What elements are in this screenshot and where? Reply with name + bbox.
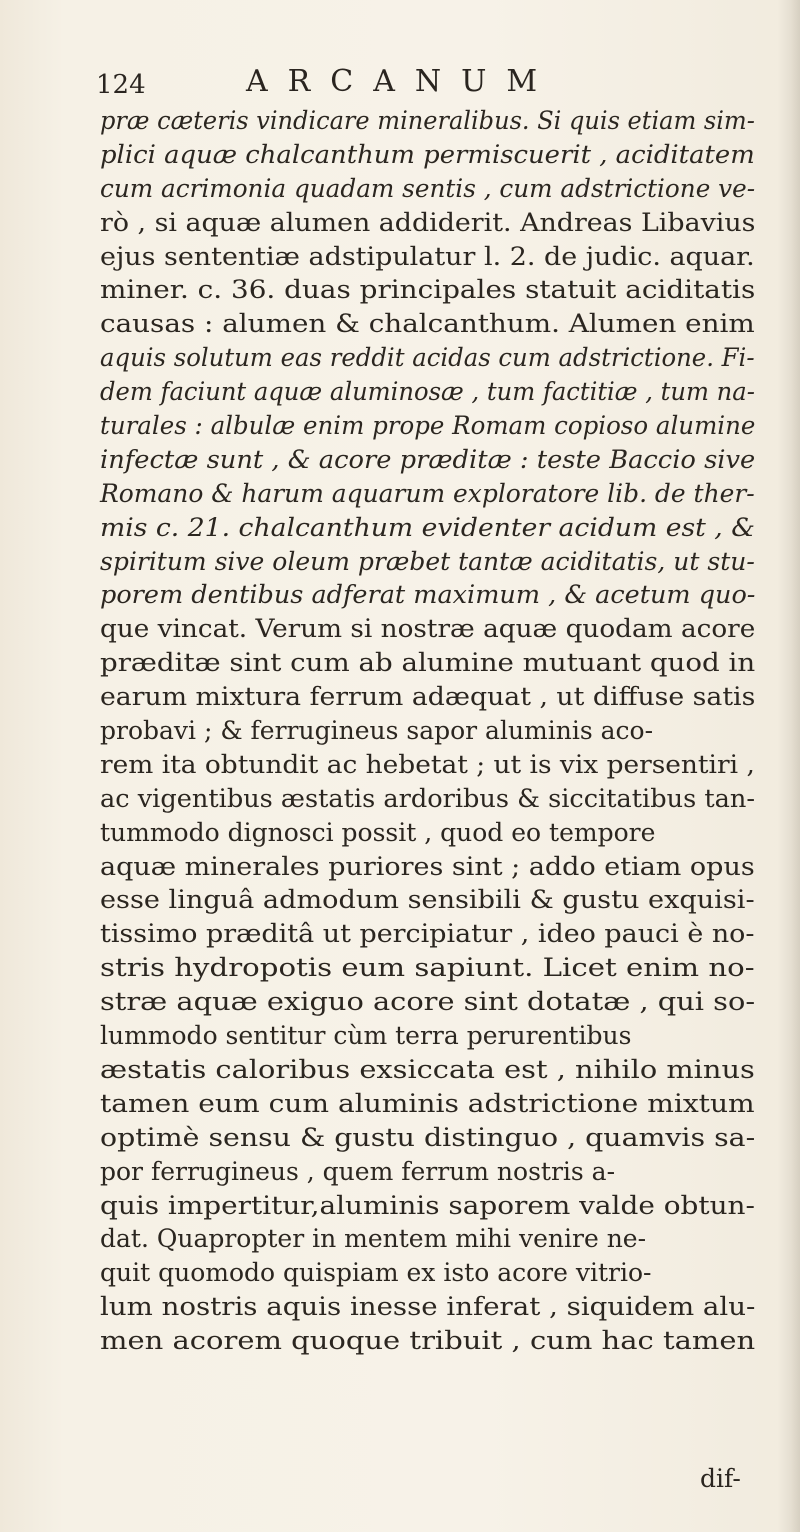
body-text xyxy=(100,104,760,1358)
text-line: tissimo præditâ ut percipiatur , ideo pauci è no- xyxy=(100,919,755,949)
text-line: ejus sententiæ adstipulatur l. 2. de judic. aquar. xyxy=(100,241,755,271)
text-line: spiritum sive oleum præbet tantæ aciditatis, ut stu- xyxy=(100,546,755,576)
text-line: plici aquæ chalcanthum permiscuerit , aciditatem xyxy=(100,139,755,169)
text-line: quit quomodo quispiam ex isto acore vitrio- xyxy=(100,1258,652,1288)
text-line: tummodo dignosci possit , quod eo tempore xyxy=(100,817,656,847)
text-line: por ferrugineus , quem ferrum nostris a- xyxy=(100,1156,616,1186)
text-line: miner. c. 36. duas principales statuit aciditatis xyxy=(100,275,756,305)
text-line: infectæ sunt , & acore præditæ : teste Baccio sive xyxy=(100,444,756,474)
text-line: earum mixtura ferrum adæquat , ut diffuse satis xyxy=(100,682,756,712)
text-line: mis c. 21. chalcanthum evidenter acidum est , & xyxy=(100,512,755,542)
text-line: præ cæteris vindicare mineralibus. Si quis etiam sim- xyxy=(100,106,755,135)
text-line: lummodo sentitur cùm terra perurentibus xyxy=(100,1021,632,1051)
text-line: que vincat. Verum si nostræ aquæ quodam acore xyxy=(100,614,756,644)
text-line: probavi ; & ferrugineus sapor aluminis aco- xyxy=(100,716,654,746)
text-line: ac vigentibus æstatis ardoribus & siccitatibus tan- xyxy=(100,783,756,813)
text-line: dem faciunt aquæ aluminosæ , tum factitiæ , tum na- xyxy=(100,377,755,407)
text-line: cum acrimonia quadam sentis , cum adstrictione ve- xyxy=(100,173,756,203)
text-line: æstatis caloribus exsiccata est , nihilo minus xyxy=(100,1054,755,1084)
text-line: turales : albulæ enim prope Romam copioso alumine xyxy=(100,411,756,441)
text-line: stris hydropotis eum sapiunt. Licet enim no- xyxy=(100,953,755,983)
text-line: aquæ minerales puriores sint ; addo etiam opus xyxy=(100,851,755,881)
text-line: Romano & harum aquarum exploratore lib. de ther- xyxy=(100,478,755,508)
text-line: stræ aquæ exiguo acore sint dotatæ , qui so- xyxy=(100,987,756,1017)
text-line: præditæ sint cum ab alumine mutuant quod in xyxy=(100,648,756,678)
text-line: tamen eum cum aluminis adstrictione mixtum xyxy=(100,1088,755,1118)
text-line: men acorem quoque tribuit , cum hac tamen xyxy=(100,1326,756,1356)
page-header xyxy=(96,64,736,104)
text-line: rem ita obtundit ac hebetat ; ut is vix persentiri , xyxy=(100,749,755,779)
text-line: lum nostris aquis inesse inferat , siquidem alu- xyxy=(100,1292,756,1322)
text-line: esse linguâ admodum sensibili & gustu exquisi- xyxy=(100,885,755,915)
text-line: porem dentibus adferat maximum , & acetum quo- xyxy=(100,580,756,610)
text-line: aquis solutum eas reddit acidas cum adstrictione. Fi- xyxy=(100,343,755,373)
catchword: dif- xyxy=(700,1464,741,1493)
running-head: ARCANUM xyxy=(246,64,558,99)
text-line: dat. Quapropter in mentem mihi venire ne- xyxy=(100,1224,647,1254)
text-line: causas : alumen & chalcanthum. Alumen enim xyxy=(100,309,755,339)
text-line: rò , si aquæ alumen addiderit. Andreas Libavius xyxy=(100,207,756,237)
text-line: quis impertitur,aluminis saporem valde obtun- xyxy=(100,1190,755,1220)
text-line: optimè sensu & gustu distinguo , quamvis sa- xyxy=(100,1122,756,1152)
page-number: 124 xyxy=(96,70,146,100)
